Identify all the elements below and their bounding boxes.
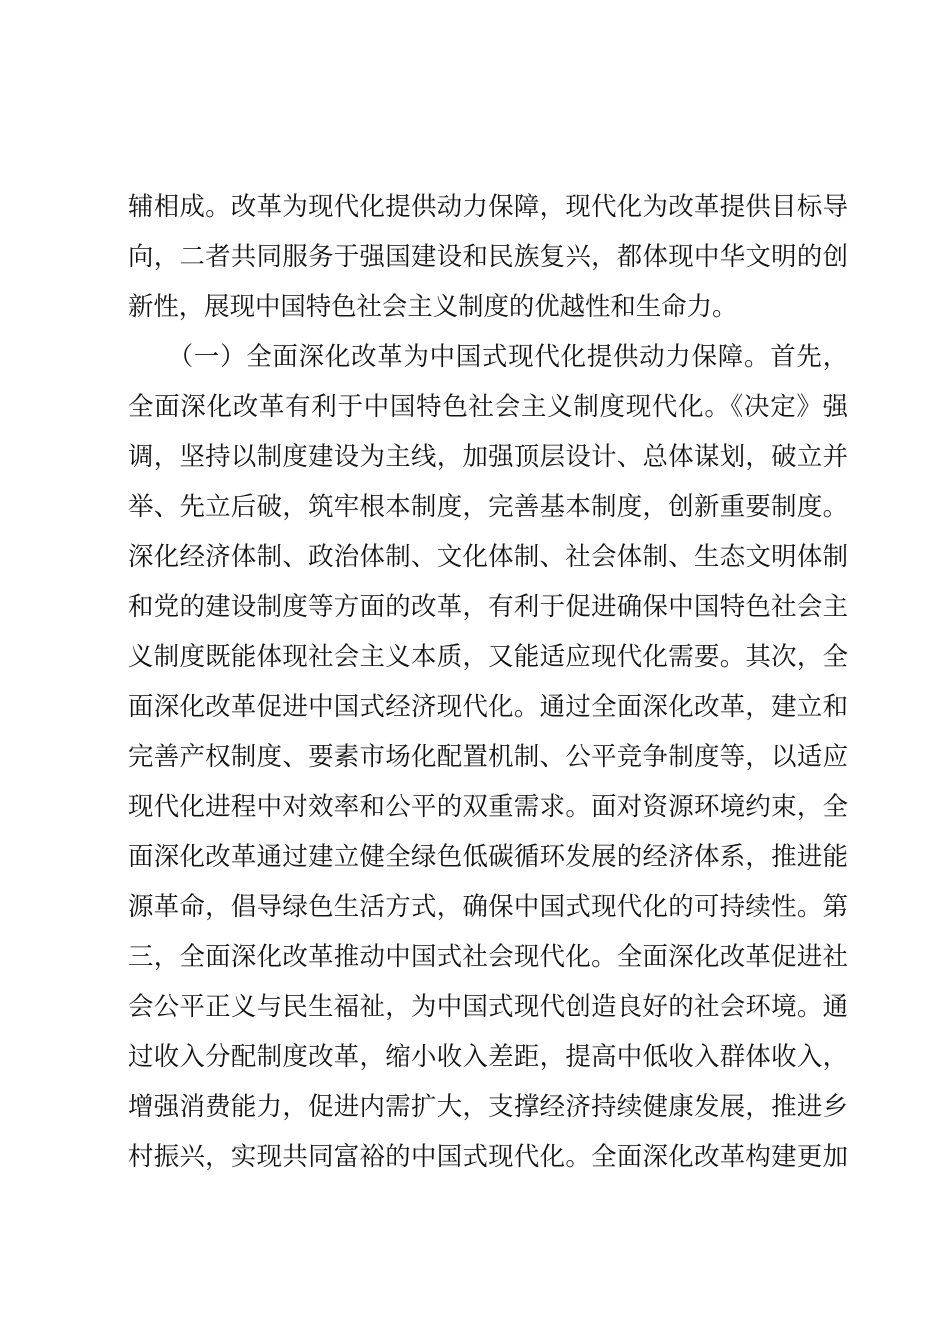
text-line: 新性，展现中国特色社会主义制度的优越性和生命力。 [128,291,738,321]
text-line: 向，二者共同服务于强国建设和民族复兴，都体现中华文明的创 [128,241,848,271]
body-text [128,181,848,1181]
text-line: 完善产权制度、要素市场化配置机制、公平竞争制度等，以适应 [128,741,848,771]
text-line: 村振兴，实现共同富裕的中国式现代化。全面深化改革构建更加 [128,1141,848,1171]
text-line: 增强消费能力，促进内需扩大，支撑经济持续健康发展，推进乡 [128,1091,848,1121]
text-line: （一）全面深化改革为中国式现代化提供动力保障。首先， [128,341,848,371]
text-line: 面深化改革通过建立健全绿色低碳循环发展的经济体系，推进能 [128,841,848,871]
text-line: 调，坚持以制度建设为主线，加强顶层设计、总体谋划，破立并 [128,441,848,471]
text-line: 义制度既能体现社会主义本质，又能适应现代化需要。其次，全 [128,641,848,671]
text-line: 和党的建设制度等方面的改革，有利于促进确保中国特色社会主 [128,591,848,621]
text-line: 源革命，倡导绿色生活方式，确保中国式现代化的可持续性。第 [128,891,848,921]
text-line: 举、先立后破，筑牢根本制度，完善基本制度，创新重要制度。 [128,491,848,521]
text-line: 会公平正义与民生福祉，为中国式现代创造良好的社会环境。通 [128,991,848,1021]
text-line: 全面深化改革有利于中国特色社会主义制度现代化。《决定》强 [128,391,848,421]
text-line: 三，全面深化改革推动中国式社会现代化。全面深化改革促进社 [128,941,848,971]
text-line: 辅相成。改革为现代化提供动力保障，现代化为改革提供目标导 [128,191,848,221]
text-line: 过收入分配制度改革，缩小收入差距，提高中低收入群体收入， [128,1041,848,1071]
text-line: 深化经济体制、政治体制、文化体制、社会体制、生态文明体制 [128,541,848,571]
text-line: 现代化进程中对效率和公平的双重需求。面对资源环境约束，全 [128,791,848,821]
text-line: 面深化改革促进中国式经济现代化。通过全面深化改革，建立和 [128,691,848,721]
